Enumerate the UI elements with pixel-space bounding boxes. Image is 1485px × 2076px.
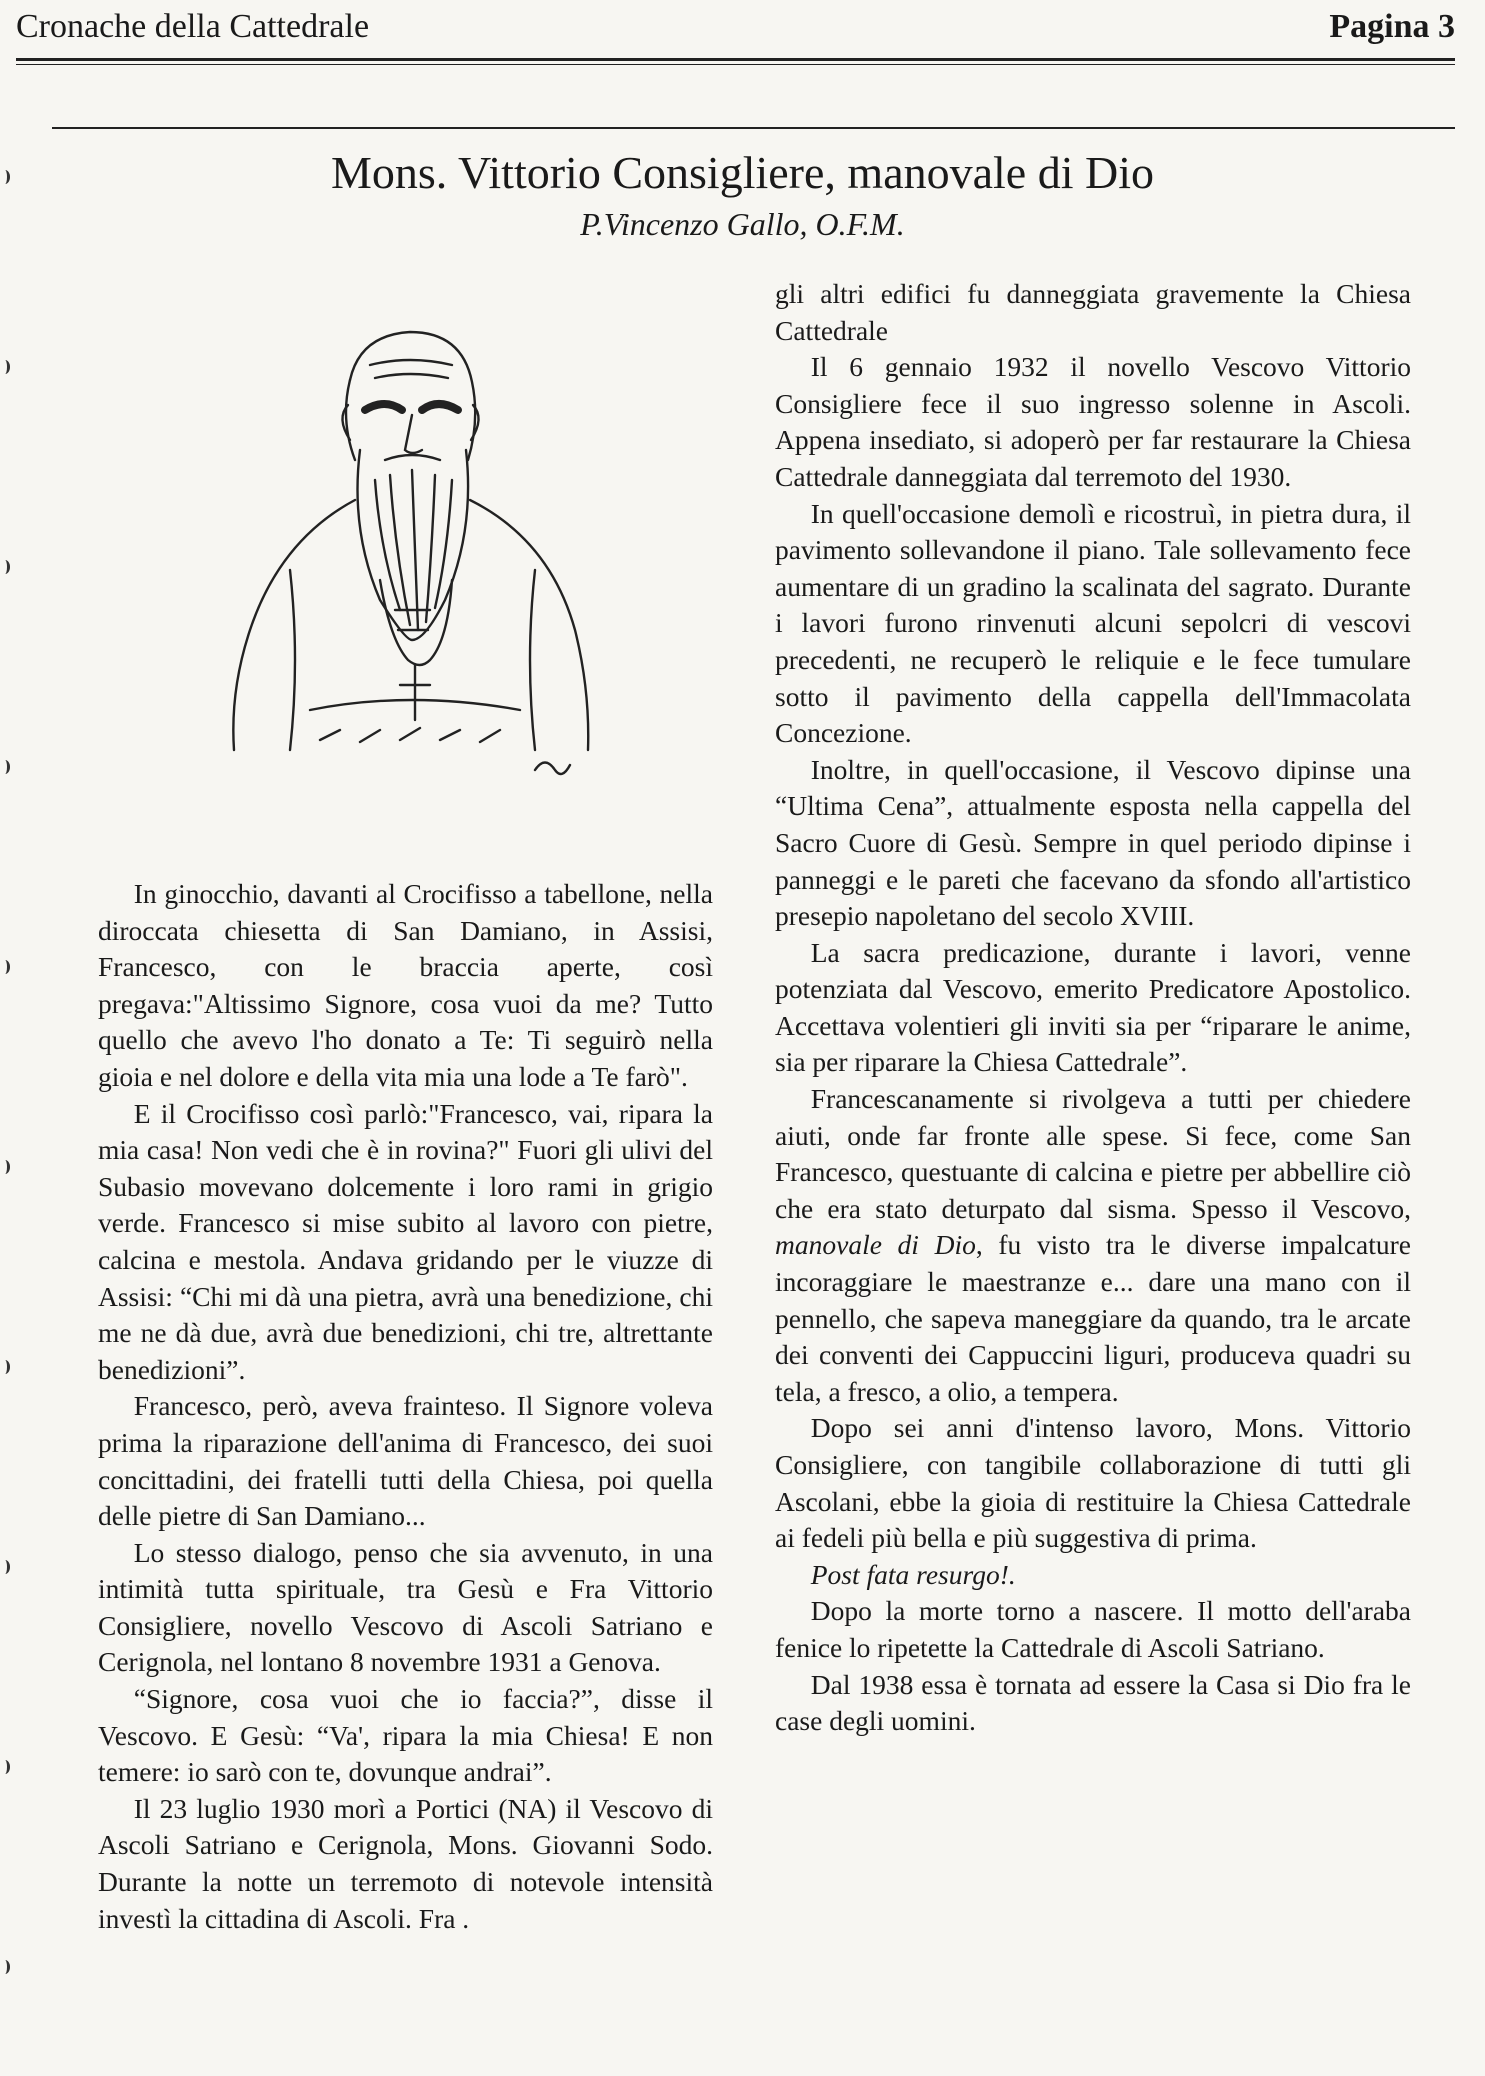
header-rule-thick [16, 58, 1455, 61]
paragraph: Dopo la morte torno a nascere. Il motto dell'araba fenice lo ripetette la Cattedrale di Ascoli Satriano. [775, 1595, 1411, 1663]
right-column [775, 276, 1411, 1740]
text-span: Francescanamente si rivolgeva a tutti per chiedere aiuti, onde far fronte alle spese. Si fece, come San Francesco, questuante di calcina e pietre per abbellire ciò che era stato deturpato dal sisma. Spesso il Vescovo, [775, 1083, 1411, 1224]
bishop-portrait-sketch-icon [190, 310, 630, 810]
paragraph: E il Crocifisso così parlò:"Francesco, vai, ripara la mia casa! Non vedi che è in rovina?" Fuori gli ulivi del Subasio movevano dolcemente i loro rami in grigio verde. Francesco si mise subito al lavoro con pietre, calcina e mestola. Andava gridando per le viuzze di Assisi: “Chi mi dà una pietra, avrà una benedizione, chi me ne dà due, avrà due benedizioni, chi tre, altrettante benedizioni”. [98, 1097, 713, 1385]
article-author: P.Vincenzo Gallo, O.F.M. [580, 206, 905, 242]
paragraph: Il 23 luglio 1930 morì a Portici (NA) il Vescovo di Ascoli Satriano e Cerignola, Mons. Giovanni Sodo. Durante la notte un terremoto di notevole intensità investì la cittadina di Ascoli. Fra . [98, 1792, 713, 1934]
paragraph-continuation: gli altri edifici fu danneggiata gravemente la Chiesa Cattedrale [775, 278, 1411, 346]
binder-mark [0, 560, 10, 574]
paragraph: Dopo sei anni d'intenso lavoro, Mons. Vittorio Consigliere, con tangibile collaborazione di tutti gli Ascolani, ebbe la gioia di restituire la Chiesa Cattedrale ai fedeli più bella e più suggestiva di prima. [775, 1412, 1411, 1554]
binder-hole-marks [0, 0, 14, 2076]
page-header [16, 8, 1455, 48]
motto [775, 1557, 1411, 1594]
paragraph: Il 6 gennaio 1932 il novello Vescovo Vittorio Consigliere fece il suo ingresso solenne in Ascoli. Appena insediato, si adoperò per far restaurare la Chiesa Cattedrale danneggiata dal terremoto del 1930. [775, 351, 1411, 492]
article-title: Mons. Vittorio Consigliere, manovale di Dio [330, 147, 1155, 198]
binder-mark [0, 960, 10, 974]
motto-text: Post fata resurgo!. [810, 1558, 1016, 1590]
page-number: Pagina 3 [1329, 8, 1455, 45]
paragraph: Inoltre, in quell'occasione, il Vescovo dipinse una “Ultima Cena”, attualmente esposta nella cappella del Sacro Cuore di Gesù. Sempre in quel periodo dipinse i panneggi e le pareti che facevano da sfondo all'artistico presepio napoletano del secolo XVIII. [775, 753, 1411, 932]
publication-name: Cronache della Cattedrale [16, 8, 370, 45]
binder-mark [0, 1960, 10, 1974]
paragraph [775, 1081, 1411, 1410]
paragraph: “Signore, cosa vuoi che io faccia?”, disse il Vescovo. E Gesù: “Va', ripara la mia Chiesa! E non temere: io sarò con te, dovunque andrai”. [98, 1683, 713, 1788]
header-rule-thin [16, 64, 1455, 65]
left-column [98, 876, 713, 1937]
paragraph: Francesco, però, aveva frainteso. Il Signore voleva prima la riparazione dell'anima di Francesco, dei suoi concittadini, dei fratelli tutti della Chiesa, poi quella delle pietre di San Damiano... [98, 1390, 713, 1532]
paragraph: In quell'occasione demolì e ricostruì, in pietra dura, il pavimento sollevandone il piano. Tale sollevamento fece aumentare di un gradino la scalinata del sagrato. Durante i lavori furono rinvenuti alcuni sepolcri di vescovi precedenti, ne recuperò le reliquie e le fece tumulare sotto il pavimento della cappella dell'Immacolata Concezione. [775, 497, 1411, 749]
paragraph: Dal 1938 essa è tornata ad essere la Casa si Dio fra le case degli uomini. [775, 1668, 1411, 1737]
binder-mark [0, 1360, 10, 1374]
binder-mark [0, 760, 10, 774]
binder-mark [0, 1160, 10, 1174]
binder-mark [0, 1560, 10, 1574]
paragraph: La sacra predicazione, durante i lavori, venne potenziata dal Vescovo, emerito Predicatore Apostolico. Accettava volentieri gli inviti sia per “riparare le anime, sia per riparare la Chiesa Cattedrale”. [775, 936, 1411, 1078]
binder-mark [0, 360, 10, 374]
article-top-rule [52, 127, 1455, 129]
paragraph: In ginocchio, davanti al Crocifisso a tabellone, nella diroccata chiesetta di San Damiano, in Assisi, Francesco, con le braccia aperte, così pregava:"Altissimo Signore, cosa vuoi da me? Tutto quello che avevo l'ho donato a Te: Ti seguirò nella gioia e nel dolore e della vita mia una lode a Te farò". [98, 878, 713, 1092]
binder-mark [0, 1760, 10, 1774]
text-span: , fu visto tra le diverse impalcature incoraggiare le maestranze e... dare una mano con il pennello, che sapeva maneggiare da quando, tra le arcate dei conventi dei Cappuccini liguri, produceva quadri su tela, a fresco, a olio, a tempera. [775, 1229, 1411, 1407]
paragraph: Lo stesso dialogo, penso che sia avvenuto, in una intimità tutta spirituale, tra Gesù e Fra Vittorio Consigliere, novello Vescovo di Ascoli Satriano e Cerignola, nel lontano 8 novembre 1931 a Genova. [98, 1536, 713, 1678]
italic-phrase: manovale di Dio [775, 1229, 976, 1261]
